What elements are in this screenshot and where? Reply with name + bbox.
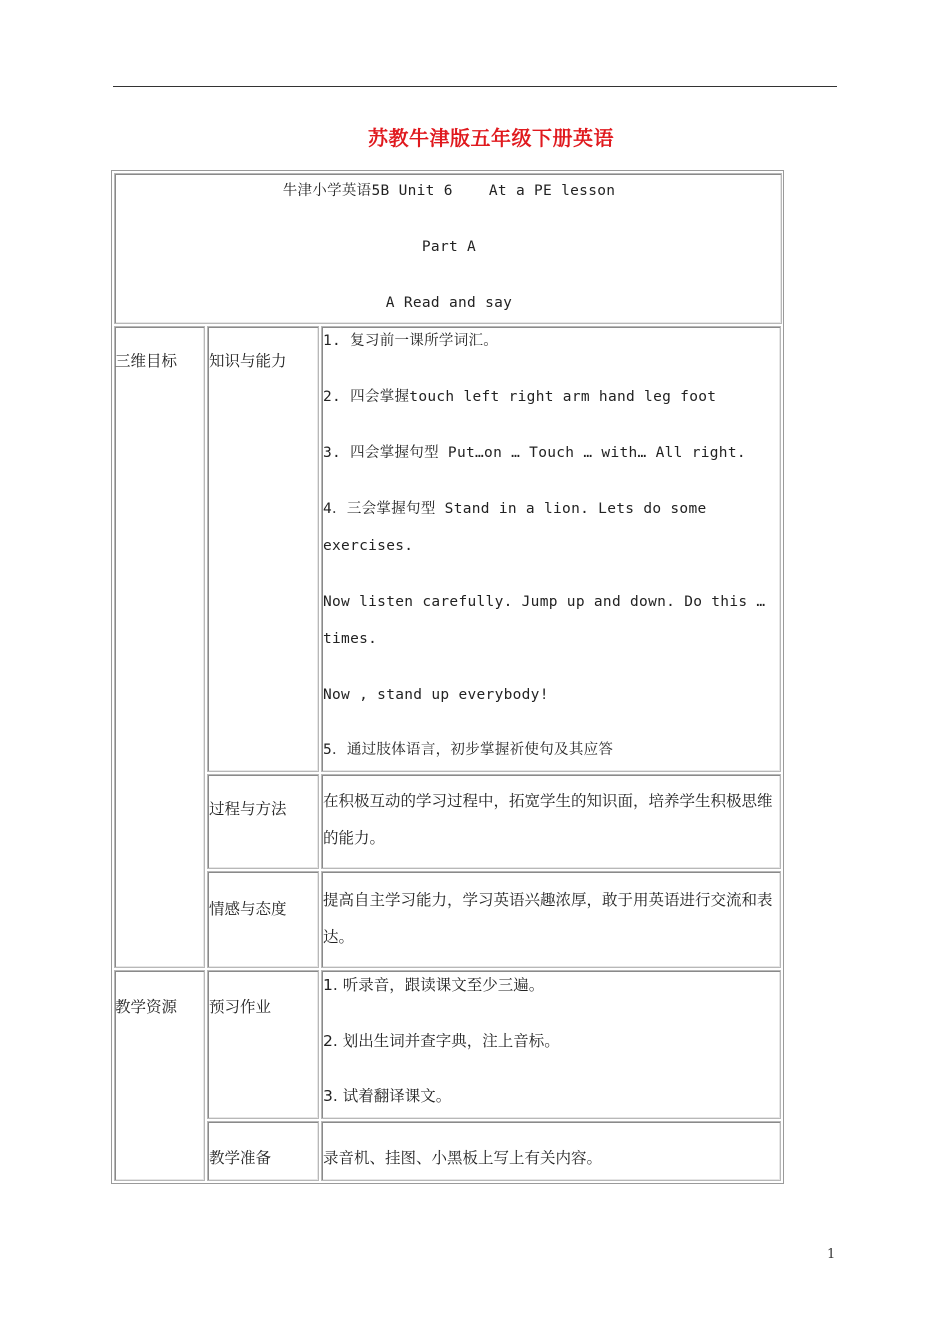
attitude-label-cell [207, 871, 319, 968]
knowledge-line-1: 1. 复习前一课所学词汇。 [323, 333, 499, 349]
knowledge-line-8: Now , stand up everybody! [323, 687, 549, 703]
resources-label-cell [114, 970, 205, 1181]
lesson-header-cell [114, 173, 782, 324]
knowledge-line-2: 2. 四会掌握touch left right arm hand leg foot [323, 389, 717, 405]
knowledge-content-cell [321, 326, 781, 772]
page-number: 1 [827, 1247, 836, 1262]
attitude-label: 情感与态度 [209, 900, 287, 918]
attitude-content-cell [321, 871, 781, 968]
preview-line-3: 3. 试着翻译课文。 [323, 1087, 452, 1105]
preparation-content-cell [321, 1121, 781, 1181]
knowledge-line-3: 3. 四会掌握句型 Put…on … Touch … with… All right. [323, 445, 746, 461]
knowledge-line-5: exercises. [323, 538, 414, 554]
knowledge-line-6: Now listen carefully. Jump up and down. Do this … [323, 594, 766, 610]
process-label: 过程与方法 [209, 800, 287, 818]
attitude-text: 提高自主学习能力，学习英语兴趣浓厚，敢于用英语进行交流和表达。 [323, 891, 773, 946]
header-rule [113, 86, 837, 87]
knowledge-line-4: 4．三会掌握句型 Stand in a lion. Lets do some [323, 501, 707, 517]
document-title: 苏教牛津版五年级下册英语 [368, 126, 614, 150]
preparation-label: 教学准备 [209, 1149, 272, 1167]
process-text: 在积极互动的学习过程中，拓宽学生的知识面，培养学生积极思维的能力。 [323, 792, 773, 847]
objectives-label-cell [114, 326, 205, 968]
lesson-plan-table [111, 170, 784, 1184]
process-label-cell [207, 774, 319, 869]
lesson-unit-line: 牛津小学英语5B Unit 6 At a PE lesson [282, 183, 616, 199]
resources-label: 教学资源 [115, 998, 178, 1016]
knowledge-line-7: times. [323, 631, 378, 647]
lesson-section-line: A Read and say [385, 295, 513, 311]
knowledge-label-cell [207, 326, 319, 772]
process-content-cell [321, 774, 781, 869]
preview-label: 预习作业 [209, 998, 272, 1016]
knowledge-line-9: 5．通过肢体语言，初步掌握祈使句及其应答 [323, 742, 614, 758]
preview-line-1: 1. 听录音，跟读课文至少三遍。 [323, 976, 545, 994]
preparation-text: 录音机、挂图、小黑板上写上有关内容。 [323, 1149, 603, 1167]
lesson-part-line: Part A [421, 239, 477, 255]
preparation-label-cell [207, 1121, 319, 1181]
objectives-label: 三维目标 [115, 352, 178, 370]
preview-label-cell [207, 970, 319, 1119]
preview-content-cell [321, 970, 781, 1119]
knowledge-label: 知识与能力 [209, 352, 287, 370]
preview-line-2: 2. 划出生词并查字典，注上音标。 [323, 1032, 560, 1050]
